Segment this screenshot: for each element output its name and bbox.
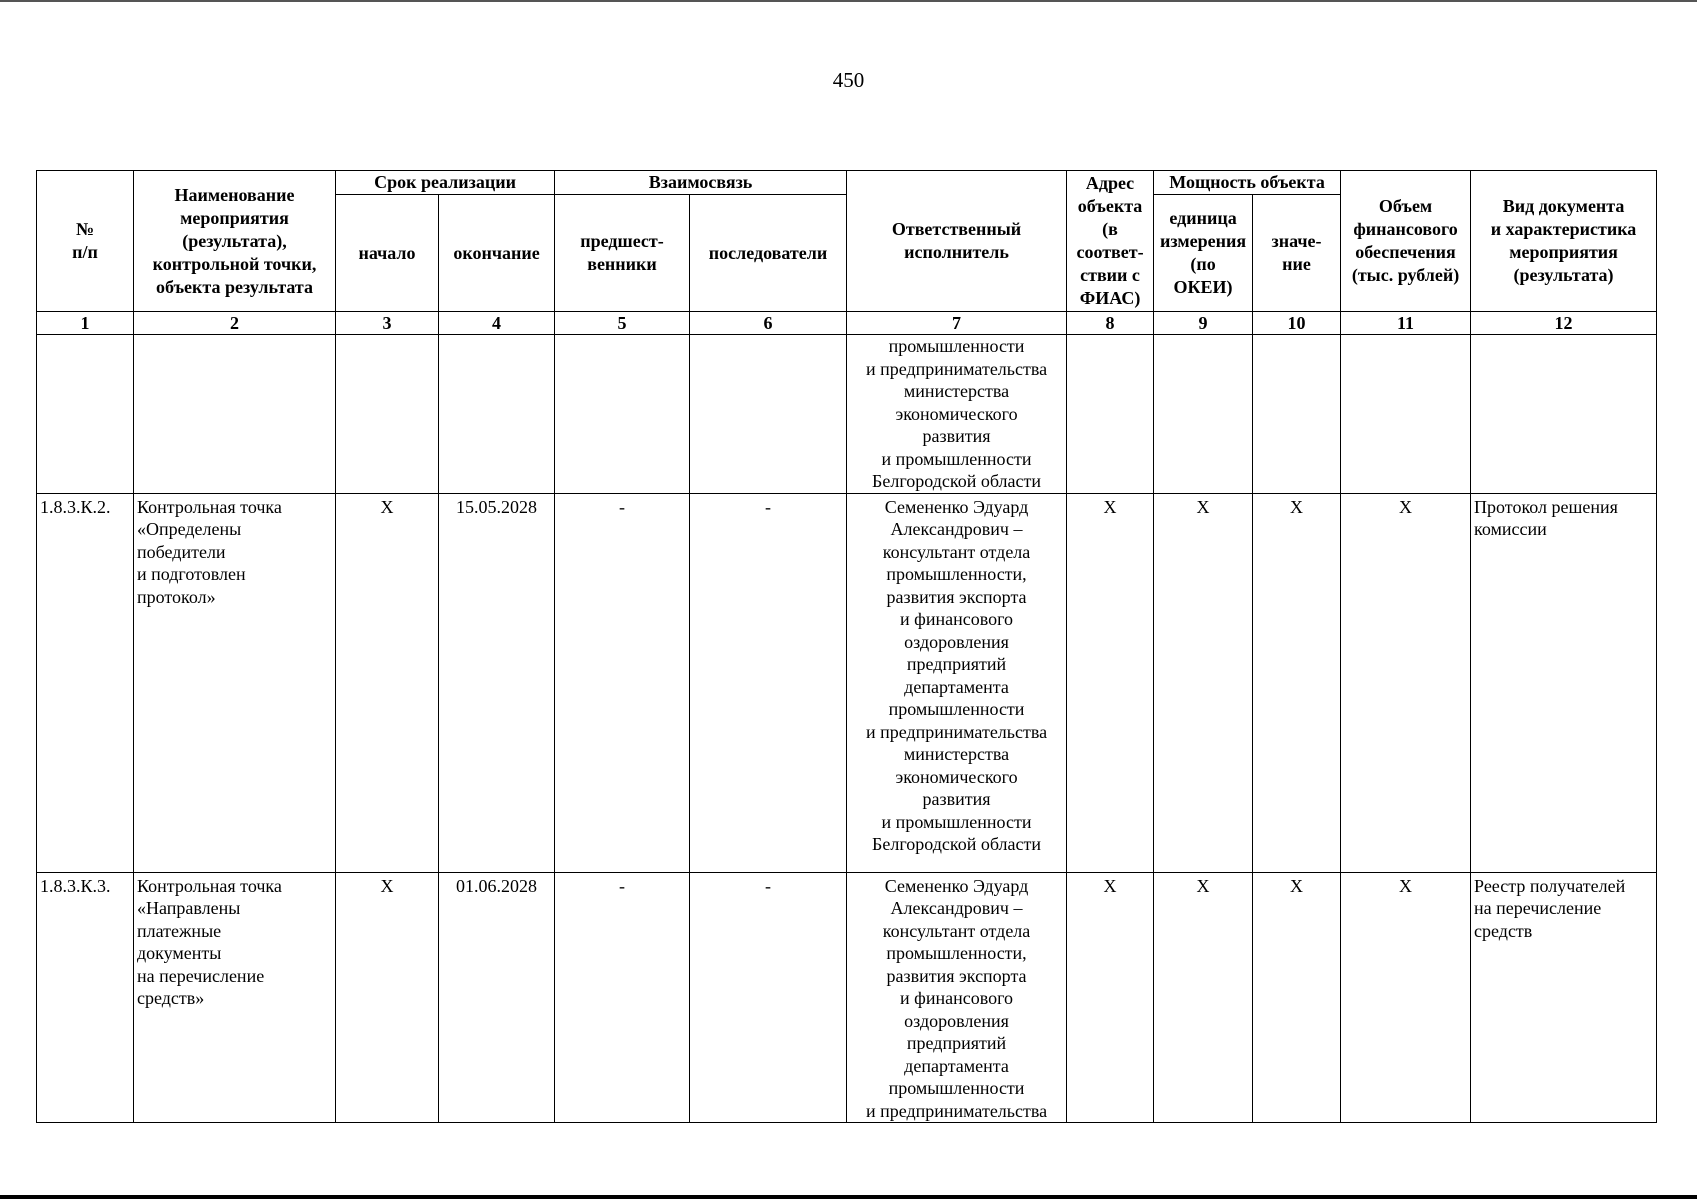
table-row-continuation	[37, 335, 1657, 494]
events-table	[36, 170, 1657, 1123]
cell-end: 15.05.2028	[439, 493, 555, 872]
cell-address: X	[1067, 872, 1154, 1123]
header-group-relation: Взаимосвязь	[555, 171, 847, 195]
header-finance: Объем финансового обеспечения (тыс. рублей)	[1341, 171, 1471, 312]
column-number: 9	[1154, 312, 1253, 335]
header-name: Наименование мероприятия (результата), контрольной точки, объекта результата	[134, 171, 336, 312]
cell-name: Контрольная точка «Направлены платежные документы на перечисление средств»	[134, 872, 336, 1123]
header-document: Вид документа и характеристика мероприятия (результата)	[1471, 171, 1657, 312]
header-group-capacity: Мощность объекта	[1154, 171, 1341, 195]
header-executor: Ответственный исполнитель	[847, 171, 1067, 312]
header-unit: единица измерения (по ОКЕИ)	[1154, 195, 1253, 312]
cell-unit: X	[1154, 493, 1253, 872]
column-number: 8	[1067, 312, 1154, 335]
column-number: 5	[555, 312, 690, 335]
page-bottom-border	[0, 1195, 1697, 1199]
cell-executor: Семененко Эдуард Александрович – консультант отдела промышленности, развития экспорта и финансового оздоровления предприятий департамента промышленности и предпринимательства министерства экономического развития и промышленности Белгородской области	[847, 493, 1067, 872]
cell-document: Протокол решения комиссии	[1471, 493, 1657, 872]
cell-end: 01.06.2028	[439, 872, 555, 1123]
cell-value: X	[1253, 493, 1341, 872]
page-number: 450	[832, 68, 865, 92]
header-start: начало	[336, 195, 439, 312]
cell-address: X	[1067, 493, 1154, 872]
column-number: 1	[37, 312, 134, 335]
header-successors: последователи	[690, 195, 847, 312]
cell-number: 1.8.3.К.2.	[37, 493, 134, 872]
header-row-top	[37, 171, 1657, 195]
cell-end	[439, 335, 555, 494]
cell-executor: Семененко Эдуард Александрович – консультант отдела промышленности, развития экспорта и финансового оздоровления предприятий департамента промышленности и предпринимательства	[847, 872, 1067, 1123]
column-number: 7	[847, 312, 1067, 335]
table-row	[37, 493, 1657, 872]
cell-start	[336, 335, 439, 494]
cell-finance	[1341, 335, 1471, 494]
cell-executor: промышленности и предпринимательства министерства экономического развития и промышленности Белгородской области	[847, 335, 1067, 494]
cell-value: X	[1253, 872, 1341, 1123]
column-number-row	[37, 312, 1657, 335]
cell-successors	[690, 335, 847, 494]
column-number: 4	[439, 312, 555, 335]
cell-name	[134, 335, 336, 494]
cell-document	[1471, 335, 1657, 494]
column-number: 11	[1341, 312, 1471, 335]
header-address: Адрес объекта (в соответ- ствии с ФИАС)	[1067, 171, 1154, 312]
cell-number: 1.8.3.К.3.	[37, 872, 134, 1123]
cell-predecessors	[555, 335, 690, 494]
header-group-period: Срок реализации	[336, 171, 555, 195]
cell-successors: -	[690, 493, 847, 872]
cell-start: X	[336, 493, 439, 872]
header-predecessors: предшест- венники	[555, 195, 690, 312]
cell-document: Реестр получателей на перечисление средств	[1471, 872, 1657, 1123]
column-number: 12	[1471, 312, 1657, 335]
cell-number	[37, 335, 134, 494]
column-number: 10	[1253, 312, 1341, 335]
cell-start: X	[336, 872, 439, 1123]
cell-predecessors: -	[555, 493, 690, 872]
cell-unit: X	[1154, 872, 1253, 1123]
column-number: 6	[690, 312, 847, 335]
page-top-border	[0, 0, 1697, 2]
header-value: значе- ние	[1253, 195, 1341, 312]
cell-finance: X	[1341, 872, 1471, 1123]
header-number: № п/п	[37, 171, 134, 312]
column-number: 2	[134, 312, 336, 335]
cell-name: Контрольная точка «Определены победители и подготовлен протокол»	[134, 493, 336, 872]
header-end: окончание	[439, 195, 555, 312]
cell-value	[1253, 335, 1341, 494]
cell-address	[1067, 335, 1154, 494]
cell-finance: X	[1341, 493, 1471, 872]
cell-predecessors: -	[555, 872, 690, 1123]
cell-unit	[1154, 335, 1253, 494]
column-number: 3	[336, 312, 439, 335]
cell-successors: -	[690, 872, 847, 1123]
table-row	[37, 872, 1657, 1123]
